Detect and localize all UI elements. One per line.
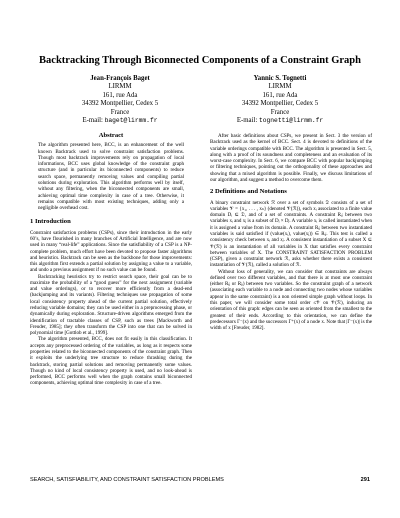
author-street: 161, rue Ada: [102, 91, 138, 99]
author-email[interactable]: baget@lirmm.fr: [104, 117, 158, 125]
author-email-line: [210, 117, 350, 125]
author-country: France: [110, 108, 130, 116]
author-name: Jean-François Baget: [90, 75, 150, 82]
paragraph: Constraint satisfaction problems (CSPs), since their introduction in the early 60’s, have flourished in many branches of Artificial Intelligence, and are now used in many “real-life” applications. Since the satisfiability of a CSP is a NP-complete problem, much effort have been devoted to propose faster algorithms and heuristics. Backtrack can be seen as the backbone for those improvements: this algorithm first extends a partial solution by assigning a value to a variable, and undo a previous assignment if no such value can be found.: [30, 229, 192, 274]
author-country: France: [270, 108, 290, 116]
paper-title: Backtracking Through Biconnected Components of a Constraint Graph: [39, 55, 361, 66]
page-number: 291: [360, 477, 370, 483]
paragraph: Without loss of generality, we can consider that constraints are always defined over two different variables, and that there is at most one constraint (either Rᵢⱼ or Rⱼᵢ) between two variables. So the constraint graph of a network (associating each variable to a node and connecting two nodes whose variables appear in the same constraint) is a non oriented simple graph without loops. In this paper, we will consider some total order ≤𝒱 on 𝒱(ℛ), inducing an orientation of this graph: edges can be seen as oriented from the smallest to the greatest of their ends. According to this orientation, we can define the predecessors Γ⁻(x) and the successors Γ⁺(x) of a node x. Note that |Γ⁻(x)| is the width of x [Freuder, 1982].: [210, 268, 372, 332]
author-name: Yannic S. Tognetti: [253, 75, 307, 82]
author-email[interactable]: tognetti@lirmm.fr: [258, 117, 324, 125]
section-1-heading: 1 Introduction: [30, 218, 71, 226]
author-city: 34392 Montpellier, Cedex 5: [81, 100, 159, 108]
author-street: 161, rue Ada: [262, 91, 298, 99]
author-email-line: [50, 117, 190, 125]
paragraph: The algorithm presented, BCC, does not fit easily in this classification. It accepts any preprocessed ordering of the variables, as long as it respects some properties related to the biconnected components of the constraint graph. Then it exploits the underlying tree structure to reduce thrashing during the backtrack, storing partial solutions and removing permanently some values. Though no kind of local consistency property is used, and no look-ahead is performed, BCC performs well when the graph contains small biconnected components, achieving optimal time complexity in case of a tree.: [30, 336, 192, 387]
right-column: [210, 133, 372, 331]
author-org: LIRMM: [108, 83, 132, 91]
author-city: 34392 Montpellier, Cedex 5: [241, 100, 319, 108]
author-2: [210, 75, 350, 125]
paragraph: After basic definitions about CSPs, we present in Sect. 3 the version of Backtrack used as the kernel of BCC. Sect. 4 is devoted to definitions of the variable orderings compatible with BCC. The algorithm is presented in Sect. 5, along with a proof of its soundness and completeness and an evaluation of its worst-case complexity. In Sect. 6, we compare BCC with popular backjumping or filtering techniques, pointing out the orthogonality of these approaches and showing that a mixed algorithm is possible. Finally, we discuss limitations of our algorithm, and suggest a method to overcome them.: [210, 133, 372, 183]
author-1: [50, 75, 190, 125]
email-label: E-mail:: [82, 117, 103, 125]
left-column: [30, 133, 192, 387]
abstract-heading: Abstract: [98, 132, 124, 139]
email-label: E-mail:: [236, 117, 258, 125]
footer-running-title: SEARCH, SATISFIABILITY, AND CONSTRAINT SATISFACTION PROBLEMS: [30, 477, 224, 483]
author-block: [50, 75, 350, 125]
paragraph: A binary constraint network ℛ over a set of symbols 𝔇 consists of a set of variables 𝒱 = {x₁, . . . , xₙ} (denoted 𝒱(ℛ)), each xᵢ associated to a finite value domain Dᵢ ⊆ 𝔇, and of a set of constraints. A constraint Rᵢⱼ between two variables xᵢ and xⱼ is a subset of Dᵢ × Dⱼ. A variable xᵢ is called instantiated when it is assigned a value from its domain. A constraint Rᵢⱼ between two instantiated variables is said satisfied if (value(xᵢ), value(xⱼ)) ∈ Rᵢⱼ. This test is called a consistency check between xᵢ and xⱼ. A consistent instantiation of a subset X ⊆ 𝒱(ℛ) is an instantiation of all variables in X that satisfies every constraint between variables of X. The CONSTRAINT SATISFACTION PROBLEM (CSP), given a constraint network ℛ, asks whether there exists a consistent instantiation of 𝒱(ℛ), called a solution of ℛ.: [210, 199, 372, 269]
page-footer: [30, 477, 370, 483]
paragraph: Backtracking heuristics try to restrict search space, their goal can be to maximize the probability of a “good guess” for the next assignment (variable and value orderings), or to recover more efficiently from a dead-end (backjumping and its variants). Filtering techniques use propagation of some local consistency property ahead of the current partial solution, effectively reducing variable domains; they can be used either in a preprocessing phase, or dynamically during exploration. Structure-driven algorithms emerged from the identification of tractable classes of CSP, such as trees [Mackworth and Freuder, 1985]; they often transform the CSP into one that can be solved in polynomial time [Gottlob et al., 1999].: [30, 273, 192, 337]
author-org: LIRMM: [268, 83, 292, 91]
abstract-text: The algorithm presented here, BCC, is an enhancement of the well known Backtrack used to solve constraint satisfaction problems. Though most backtrack improvements rely on propagation of local informations, BCC uses global knowledge of the constraint graph structure (and in particular its biconnected components) to reduce search space, permanently removing values and compiling partial solutions during exploration. This algorithm performs well by itself, without any filtering, when the biconnected components are small, achieving optimal time complexity in case of a tree. Otherwise, it remains compatible with most existing techniques, adding only a negligible overhead cost.: [38, 142, 184, 212]
section-2-heading: 2 Definitions and Notations: [210, 188, 287, 196]
